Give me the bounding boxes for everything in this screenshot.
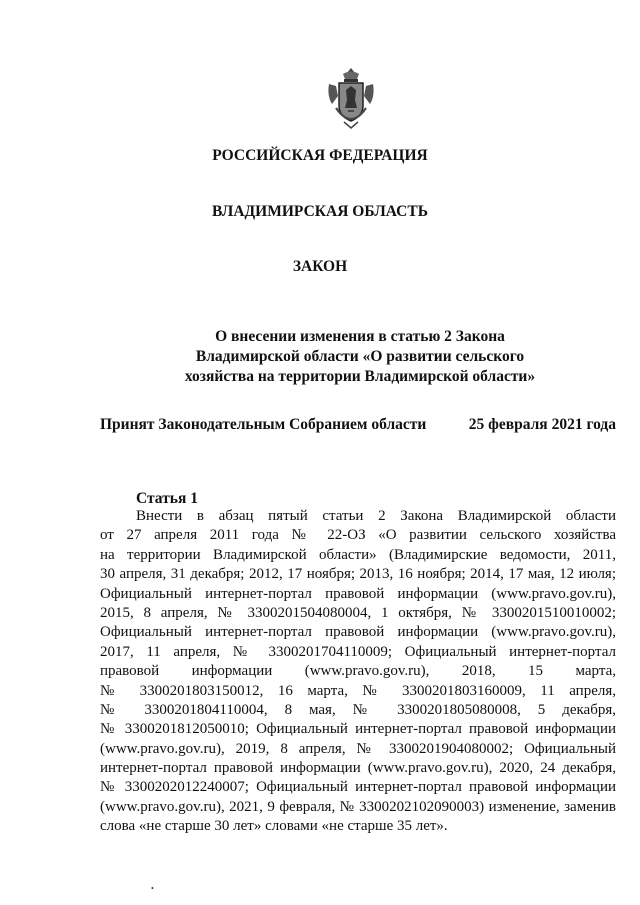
- article-line: слова «не старше 30 лет» словами «не старше 35 лет».: [100, 818, 448, 835]
- article-line: правовой информации (www.pravo.gov.ru), 2018, 15 марта,: [100, 663, 616, 680]
- law-title-line: хозяйства на территории Владимирской области»: [184, 368, 536, 385]
- article-line: на территории Владимирской области» (Владимирские ведомости, 2011,: [100, 546, 616, 563]
- article-line: № 3300201812050010; Официальный интернет-портал правовой информации: [100, 721, 616, 738]
- adoption-date: 25 февраля 2021 года: [468, 416, 616, 433]
- country-heading: РОССИЙСКАЯ ФЕДЕРАЦИЯ: [212, 147, 428, 164]
- article-line: Внести в абзац пятый статьи 2 Закона Владимирской области: [136, 508, 616, 524]
- scan-dot: •: [151, 884, 154, 893]
- law-title: [60, 327, 640, 387]
- article-line: Официальный интернет-портал правовой информации (www.pravo.gov.ru),: [100, 624, 616, 641]
- law-title-line: Владимирской области «О развитии сельского: [195, 348, 525, 365]
- article-line: от 27 апреля 2011 года № 22-ОЗ «О развитии сельского хозяйства: [100, 527, 616, 544]
- article-title: Статья 1: [136, 490, 198, 507]
- law-title-line: О внесении изменения в статью 2 Закона: [215, 328, 505, 345]
- adopted-by-label: Принят Законодательным Собранием области: [100, 416, 427, 433]
- article-line: (www.pravo.gov.ru), 2021, 9 февраля, № 3300202102090003) изменение, заменив: [100, 798, 616, 815]
- coat-of-arms-icon: [326, 66, 376, 130]
- article-line: № 3300201803150012, 16 марта, № 3300201803160009, 11 апреля,: [100, 682, 616, 699]
- article-line: 30 апреля, 31 декабря; 2012, 17 ноября; 2013, 16 ноября; 2014, 17 мая, 12 июля;: [100, 566, 616, 583]
- article-line: № 3300202012240007; Официальный интернет-портал правовой информации: [100, 779, 616, 796]
- article-body: [100, 507, 616, 837]
- article-line: 2015, 8 апреля, № 3300201504080004, 1 октября, № 3300201510010002;: [100, 604, 616, 621]
- region-heading: ВЛАДИМИРСКАЯ ОБЛАСТЬ: [212, 203, 428, 220]
- article-line: 2017, 11 апреля, № 3300201704110009; Официальный интернет-портал: [100, 643, 616, 660]
- article-line: № 3300201804110004, 8 мая, № 3300201805080008, 5 декабря,: [100, 701, 616, 718]
- article-line: (www.pravo.gov.ru), 2019, 8 апреля, № 3300201904080002; Официальный: [100, 740, 616, 757]
- doc-type-heading: ЗАКОН: [292, 258, 348, 275]
- article-line: Официальный интернет-портал правовой информации (www.pravo.gov.ru),: [100, 585, 616, 602]
- article-line: интернет-портал правовой информации (www.pravo.gov.ru), 2020, 24 декабря,: [100, 760, 616, 777]
